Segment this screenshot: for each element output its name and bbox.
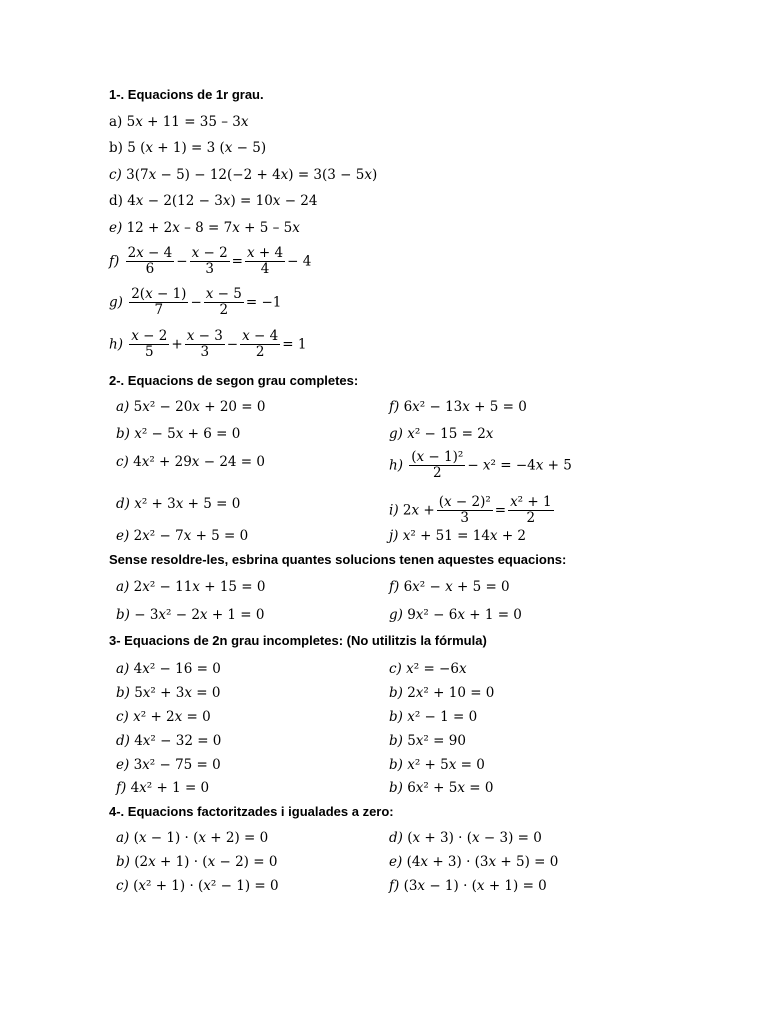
equation-3-left: 𝑓) 4𝑥² + 1 = 0 xyxy=(116,780,210,796)
equation-3-left: 𝑏) 5𝑥² + 3𝑥 = 0 xyxy=(116,685,221,701)
section-2-heading: 2-. Equacions de segon grau completes: xyxy=(109,373,359,388)
equation-2h: ℎ) $\frac{\text{(𝑥 − 1)²}}{2}$ − 𝑥² = −4𝑥 + 5 xyxy=(389,449,572,481)
equation-2a: 𝑎) 5𝑥² − 20𝑥 + 20 = 0 xyxy=(116,399,266,415)
fraction: $\frac{\text{𝑥 − 4}}{2}$ xyxy=(242,328,279,360)
fraction: $\frac{\text{𝑥 − 3}}{3}$ xyxy=(186,328,223,360)
fraction: $\frac{\text{2𝑥 − 4}}{6}$ xyxy=(127,245,173,277)
equation-3-left: 𝑐) 𝑥² + 2𝑥 = 0 xyxy=(116,709,211,725)
equation-2c: 𝑐) 4𝑥² + 29𝑥 − 24 = 0 xyxy=(116,454,265,470)
equation-2e: 𝑒) 2𝑥² − 7𝑥 + 5 = 0 xyxy=(116,528,249,544)
section-3-heading: 3- Equacions de 2n grau incompletes: (No utilitzis la fórmula) xyxy=(109,633,487,648)
equation-3-right: 𝑏) 2𝑥² + 10 = 0 xyxy=(389,685,495,701)
section-1-heading: 1-. Equacions de 1r grau. xyxy=(109,87,264,102)
equation-3-right: 𝑏) 𝑥² + 5𝑥 = 0 xyxy=(389,757,485,773)
equation-1e: 𝑒) 12 + 2𝑥 – 8 = 7𝑥 + 5 – 5𝑥 xyxy=(109,220,300,236)
equation-3-left: 𝑎) 4𝑥² − 16 = 0 xyxy=(116,661,221,677)
fraction: $\frac{\text{(𝑥 − 2)²}}{3}$ xyxy=(438,494,491,526)
equation-4a: 𝑎) (𝑥 − 1) · (𝑥 + 2) = 0 xyxy=(116,830,269,846)
equation-2b-g: 𝑔) 9𝑥² − 6𝑥 + 1 = 0 xyxy=(389,607,522,623)
equation-4f: 𝑓) (3𝑥 − 1) · (𝑥 + 1) = 0 xyxy=(389,878,547,894)
equation-4b: 𝑏) (2𝑥 + 1) · (𝑥 − 2) = 0 xyxy=(116,854,278,870)
equation-4e: 𝑒) (4𝑥 + 3) · (3𝑥 + 5) = 0 xyxy=(389,854,559,870)
equation-2i: 𝑖) 2𝑥 + $\frac{\text{(𝑥 − 2)²}}{3}$ = $\frac{\text{𝑥² + 1}}{2}$ xyxy=(389,494,552,526)
equation-2b: 𝑏) 𝑥² − 5𝑥 + 6 = 0 xyxy=(116,426,241,442)
equation-1d: d) 4𝑥 − 2(12 − 3𝑥) = 10𝑥 − 24 xyxy=(109,193,318,209)
equation-1c: 𝑐) 3(7𝑥 − 5) − 12(−2 + 4𝑥) = 3(3 − 5𝑥) xyxy=(109,167,378,183)
equation-2b-a: 𝑎) 2𝑥² − 11𝑥 + 15 = 0 xyxy=(116,579,266,595)
section-2b-heading: Sense resoldre-les, esbrina quantes solucions tenen aquestes equacions: xyxy=(109,552,567,567)
fraction: $\frac{\text{𝑥 − 2}}{3}$ xyxy=(191,245,228,277)
equation-3-left: 𝑒) 3𝑥² − 75 = 0 xyxy=(116,757,221,773)
fraction: $\frac{\text{𝑥 − 5}}{2}$ xyxy=(205,286,242,318)
fraction: $\frac{\text{(𝑥 − 1)²}}{2}$ xyxy=(411,449,464,481)
equation-2g: 𝑔) 𝑥² − 15 = 2𝑥 xyxy=(389,426,494,442)
equation-1f: 𝑓) $\frac{\text{2𝑥 − 4}}{6}$ − $\frac{\text{𝑥 − 2}}{3}$ = $\frac{\text{𝑥 + 4}}{4}$ − 4 xyxy=(109,245,312,277)
equation-4c: 𝑐) (𝑥² + 1) · (𝑥² − 1) = 0 xyxy=(116,878,279,894)
fraction: $\frac{\text{𝑥 − 2}}{5}$ xyxy=(131,328,168,360)
equation-1b: b) 5 (𝑥 + 1) = 3 (𝑥 − 5) xyxy=(109,140,267,156)
equation-2b-b: 𝑏) − 3𝑥² − 2𝑥 + 1 = 0 xyxy=(116,607,265,623)
equation-2f: 𝑓) 6𝑥² − 13𝑥 + 5 = 0 xyxy=(389,399,527,415)
equation-3-right: 𝑏) 6𝑥² + 5𝑥 = 0 xyxy=(389,780,494,796)
equation-4d: 𝑑) (𝑥 + 3) · (𝑥 − 3) = 0 xyxy=(389,830,542,846)
equation-1h: ℎ) $\frac{\text{𝑥 − 2}}{5}$ + $\frac{\text{𝑥 − 3}}{3}$ − $\frac{\text{𝑥 − 4}}{2}$ = 1 xyxy=(109,328,307,360)
equation-3-right: 𝑏) 5𝑥² = 90 xyxy=(389,733,466,749)
equation-2b-f: 𝑓) 6𝑥² − 𝑥 + 5 = 0 xyxy=(389,579,510,595)
equation-1g: 𝑔) $\frac{\text{2(𝑥 − 1)}}{7}$ − $\frac{\text{𝑥 − 5}}{2}$ = −1 xyxy=(109,286,282,318)
equation-2d: 𝑑) 𝑥² + 3𝑥 + 5 = 0 xyxy=(116,496,241,512)
equation-3-left: 𝑑) 4𝑥² − 32 = 0 xyxy=(116,733,222,749)
fraction: $\frac{\text{𝑥² + 1}}{2}$ xyxy=(510,494,552,526)
equation-3-right: 𝑐) 𝑥² = −6𝑥 xyxy=(389,661,467,677)
equation-3-right: 𝑏) 𝑥² − 1 = 0 xyxy=(389,709,478,725)
fraction: $\frac{\text{𝑥 + 4}}{4}$ xyxy=(246,245,284,277)
fraction: $\frac{\text{2(𝑥 − 1)}}{7}$ xyxy=(131,286,187,318)
equation-2j: 𝑗) 𝑥² + 51 = 14𝑥 + 2 xyxy=(389,528,527,544)
section-4-heading: 4-. Equacions factoritzades i igualades a zero: xyxy=(109,804,394,819)
equation-1a: a) 5𝑥 + 11 = 35 – 3𝑥 xyxy=(109,114,249,130)
